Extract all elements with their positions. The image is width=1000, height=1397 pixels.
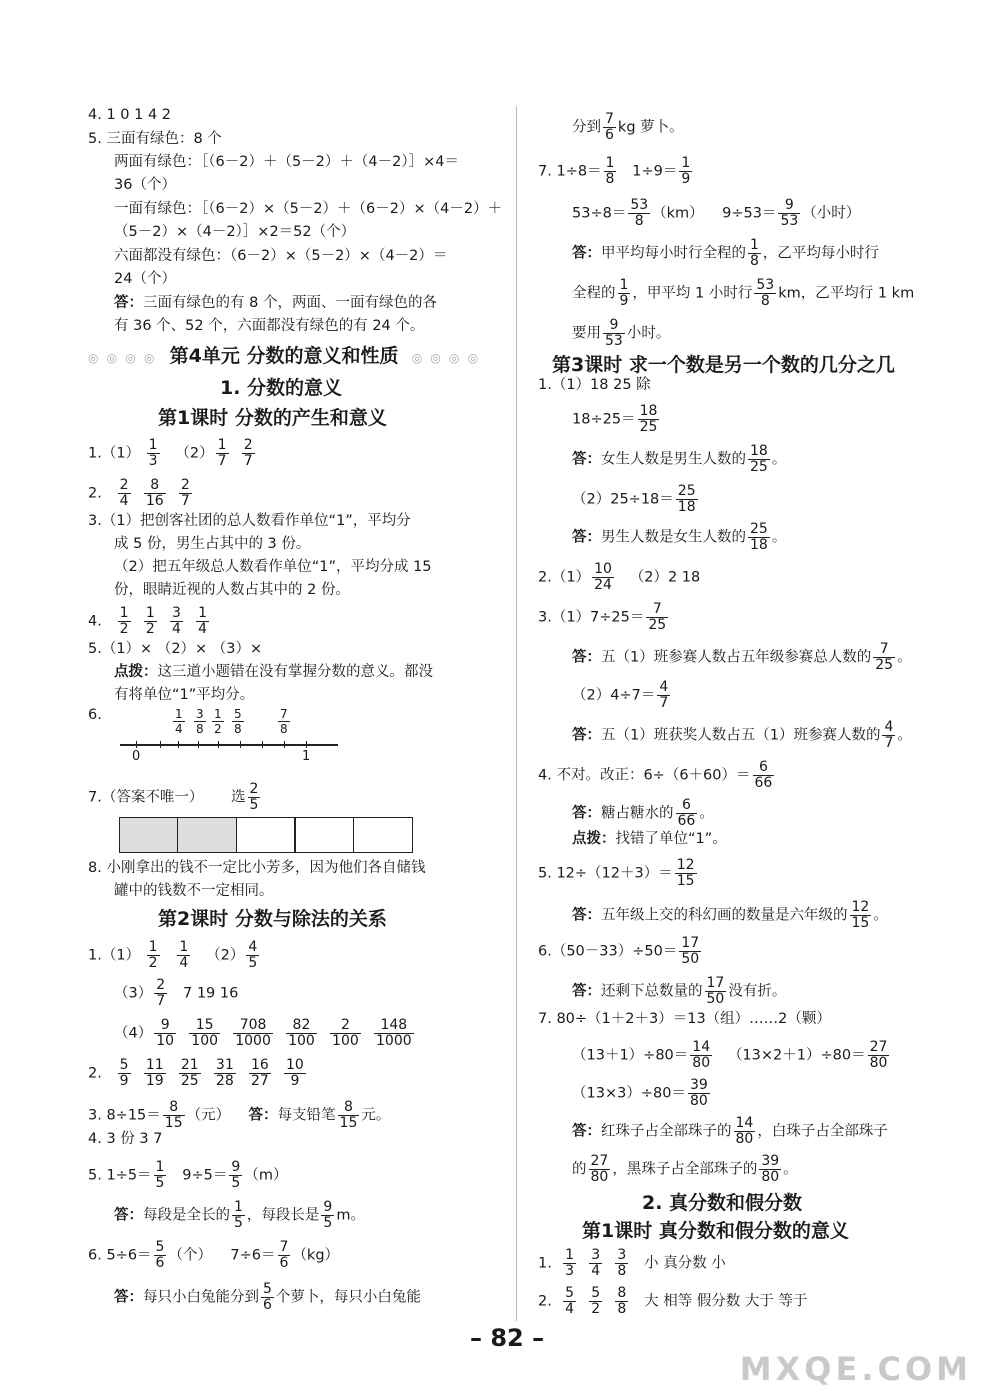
answer-line: 4. $\frac{1}{2}$ $\frac{1}{2}$ $\frac{3}{4}$ $\frac{1}{4}$ xyxy=(88,605,208,637)
unit-title: ◎ ◎ ◎ ◎ 第4单元 分数的意义和性质 ◎ ◎ ◎ ◎ xyxy=(88,345,481,367)
answer-line: 7. 80÷（1＋2＋3）＝13（组）……2（颗） xyxy=(538,1011,831,1027)
answer-line: 53÷8＝ $\frac{53}{8}$ （km） 9÷53＝ $\frac{9}{53}$ （小时） xyxy=(572,197,861,229)
section-title: 2. 真分数和假分数 xyxy=(642,1192,803,1214)
answer-line: 答：红珠子占全部珠子的 $\frac{14}{80}$ ，白珠子占全部珠子 xyxy=(572,1115,888,1147)
answer-line: 5. 12÷（12＋3）＝ $\frac{12}{15}$ xyxy=(538,857,695,889)
answer-line: 有 36 个、52 个，六面都没有绿色的有 24 个。 xyxy=(114,318,425,334)
answer-line: 一面有绿色：［（6－2）×（5－2）＋（6－2）×（4－2）＋ xyxy=(114,201,503,217)
answer-line: 2. $\frac{2}{4}$ $\frac{8}{16}$ $\frac{2}{7}$ xyxy=(88,477,190,509)
answer-line: 答：每只小白兔能分到 $\frac{5}{6}$ 个萝卜，每只小白兔能 xyxy=(114,1281,421,1313)
answer-line: 答：糖占糖水的 $\frac{6}{66}$ 。 xyxy=(572,797,714,829)
answer-line: 2.（1） $\frac{10}{24}$ （2）2 18 xyxy=(538,561,701,593)
tip-line: 点拨：找错了单位“1”。 xyxy=(572,831,727,847)
number-line-label-0: 0 xyxy=(132,749,141,764)
answer-line: 答：每段是全长的 $\frac{1}{5}$ ，每段长是 $\frac{9}{5}$ m。 xyxy=(114,1199,365,1231)
lesson-title: 第2课时 分数与除法的关系 xyxy=(158,908,387,930)
answer-line: 的 $\frac{27}{80}$ ，黑珠子占全部珠子的 $\frac{39}{80}$ 。 xyxy=(572,1153,798,1185)
answer-line: （2）25÷18＝ $\frac{25}{18}$ xyxy=(572,483,696,515)
number-line-label-1: 1 xyxy=(302,749,311,764)
answer-line: 4. 1 0 1 4 2 xyxy=(88,107,172,123)
answer-line: 3.（1）7÷25＝ $\frac{7}{25}$ xyxy=(538,601,667,633)
answer-line: 答：五（1）班获奖人数占五（1）班参赛人数的 $\frac{4}{7}$ 。 xyxy=(572,719,912,751)
page-number: – 82 – xyxy=(470,1324,545,1352)
answer-line: 答：三面有绿色的有 8 个，两面、一面有绿色的各 xyxy=(114,295,437,311)
answer-line: （2）把五年级总人数看作单位“1”，平均分成 15 xyxy=(114,559,432,575)
lesson-title: 第3课时 求一个数是另一个数的几分之几 xyxy=(552,354,895,376)
answer-line: 7. 1÷8＝ $\frac{1}{8}$ 1÷9＝ $\frac{1}{9}$ xyxy=(538,155,691,187)
answer-line: 2. $\frac{5}{9}$ $\frac{11}{19}$ $\frac{21}{25}$ $\frac{31}{28}$ $\frac{16}{27}$ $\frac{10}{9}$ xyxy=(88,1057,304,1089)
lesson-title: 第1课时 真分数和假分数的意义 xyxy=(582,1220,849,1242)
answer-line: （2）4÷7＝ $\frac{4}{7}$ xyxy=(572,679,669,711)
answer-line: 答：五（1）班参赛人数占五年级参赛总人数的 $\frac{7}{25}$ 。 xyxy=(572,641,912,673)
answer-line: 答：五年级上交的科幻画的数量是六年级的 $\frac{12}{15}$ 。 xyxy=(572,899,888,931)
answer-line: 5. 三面有绿色：8 个 xyxy=(88,131,222,147)
answer-line: 答：男生人数是女生人数的 $\frac{25}{18}$ 。 xyxy=(572,521,787,553)
answer-line: 3.（1）把创客社团的总人数看作单位“1”，平均分 xyxy=(88,513,411,529)
answer-line: 2. $\frac{5}{4}$ $\frac{5}{2}$ $\frac{8}{8}$ 大 相等 假分数 大于 等于 xyxy=(538,1285,808,1317)
answer-line: 要用 $\frac{9}{53}$ 小时。 xyxy=(572,317,671,349)
answer-line: 答：甲平均每小时行全程的 $\frac{1}{8}$ ，乙平均每小时行 xyxy=(572,237,879,269)
answer-line: 18÷25＝ $\frac{18}{25}$ xyxy=(572,403,658,435)
answer-line: 6. 5÷6＝ $\frac{5}{6}$ （个） 7÷6＝ $\frac{7}{6}$ （kg） xyxy=(88,1239,340,1271)
answer-line: 1.（1）18 25 除 xyxy=(538,377,651,393)
answer-line: 分到 $\frac{7}{6}$ kg 萝卜。 xyxy=(572,111,684,143)
answer-line: 36（个） xyxy=(114,177,176,193)
tip-line: 有将单位“1”平均分。 xyxy=(114,687,255,703)
answer-line: 7.（答案不唯一） 选 $\frac{2}{5}$ xyxy=(88,781,259,813)
watermark: MXQE.COM xyxy=(739,1350,972,1388)
answer-line: 全程的 $\frac{1}{9}$ ，甲平均 1 小时行 $\frac{53}{8}$ km，乙平均行 1 km xyxy=(572,277,915,309)
answer-line: 罐中的钱数不一定相同。 xyxy=(114,883,274,899)
answer-line: 1.（1） $\frac{1}{3}$ （2） $\frac{1}{7}$ $\frac{2}{7}$ xyxy=(88,437,253,469)
answer-line: 答：还剩下总数量的 $\frac{17}{50}$ 没有折。 xyxy=(572,975,787,1007)
answer-line: 成 5 份，男生占其中的 3 份。 xyxy=(114,536,311,552)
lesson-title: 第1课时 分数的产生和意义 xyxy=(158,407,387,429)
column-divider xyxy=(516,106,517,1321)
answer-line: （3） $\frac{2}{7}$ 7 19 16 xyxy=(114,977,239,1009)
answer-line: （13×3）÷80＝ $\frac{39}{80}$ xyxy=(572,1077,708,1109)
answer-line: 4. 不对。改正：6÷（6＋60）＝ $\frac{6}{66}$ xyxy=(538,759,773,791)
answer-line: 答：女生人数是男生人数的 $\frac{18}{25}$ 。 xyxy=(572,443,787,475)
answer-line: 5.（1）× （2）× （3）× xyxy=(88,641,263,657)
answer-line: 6.（50－33）÷50＝ $\frac{17}{50}$ xyxy=(538,935,700,967)
answer-line: 5. 1÷5＝ $\frac{1}{5}$ 9÷5＝ $\frac{9}{5}$ （m） xyxy=(88,1159,288,1191)
fraction-boxes xyxy=(120,817,413,853)
answer-line: 份，眼睛近视的人数占其中的 2 份。 xyxy=(114,582,350,598)
answer-line: 1.（1） $\frac{1}{2}$ $\frac{1}{4}$ （2） $\frac{4}{5}$ xyxy=(88,939,258,971)
answer-line: （5－2）×（4－2）］×2＝52（个） xyxy=(114,224,356,240)
answer-line: 6. xyxy=(88,707,102,723)
answer-line: 8. 小刚拿出的钱不一定比小芳多，因为他们各自储钱 xyxy=(88,860,426,876)
answer-line: （13＋1）÷80＝ $\frac{14}{80}$ （13×2＋1）÷80＝ $\frac{27}{80}$ xyxy=(572,1039,888,1071)
answer-line: 六面都没有绿色：（6－2）×（5－2）×（4－2）＝ xyxy=(114,248,448,264)
answer-line: 3. 8÷15＝ $\frac{8}{15}$ （元） 答：每支铅笔 $\frac{8}{15}$ 元。 xyxy=(88,1099,391,1131)
answer-line: 两面有绿色：［（6－2）＋（5－2）＋（4－2）］×4＝ xyxy=(114,154,459,170)
section-title: 1. 分数的意义 xyxy=(220,377,343,399)
answer-line: （4） $\frac{9}{10}$ $\frac{15}{100}$ $\frac{708}{1000}$ $\frac{82}{100}$ $\frac{2}{100}$ $\frac{148}{1000}$ xyxy=(114,1017,412,1049)
answer-line: 24（个） xyxy=(114,271,176,287)
answer-line: 1. $\frac{1}{3}$ $\frac{3}{4}$ $\frac{3}{8}$ 小 真分数 小 xyxy=(538,1247,726,1279)
tip-line: 点拨：这三道小题错在没有掌握分数的意义。都没 xyxy=(114,664,433,680)
answer-line: 4. 3 份 3 7 xyxy=(88,1131,163,1147)
